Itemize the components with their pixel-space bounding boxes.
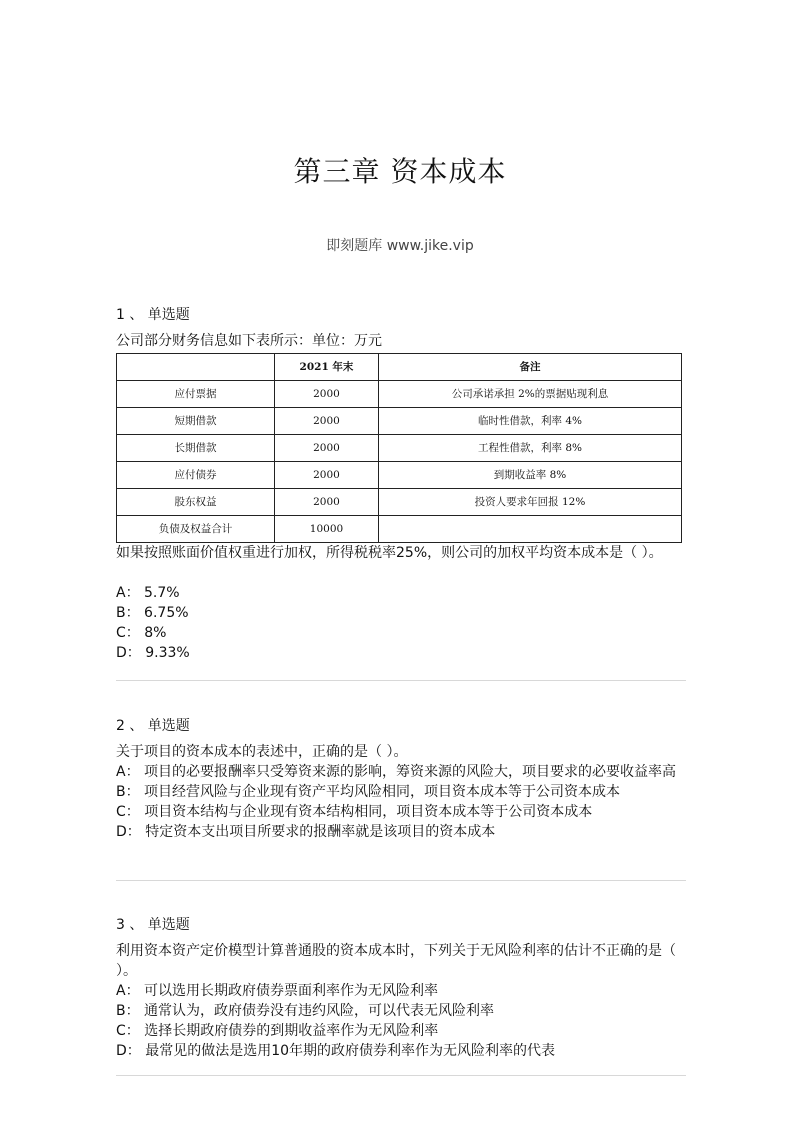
table-row (117, 435, 682, 462)
table-row (117, 408, 682, 435)
question-1-header: 1 、 单选题 (116, 307, 190, 323)
table-cell: 2000 (275, 489, 379, 516)
table-header-cell (117, 354, 275, 381)
table-cell: 股东权益 (117, 489, 275, 516)
table-cell: 工程性借款，利率 8% (379, 435, 682, 462)
divider (116, 680, 686, 681)
table-cell: 负债及权益合计 (117, 516, 275, 543)
option-d[interactable]: D： 特定资本支出项目所要求的报酬率就是该项目的资本成本 (116, 824, 496, 840)
divider (116, 1075, 686, 1076)
question-2-header: 2 、 单选题 (116, 718, 190, 734)
table-row (117, 462, 682, 489)
option-a[interactable]: A： 项目的必要报酬率只受筹资来源的影响，筹资来源的风险大，项目要求的必要收益率高 (116, 764, 677, 780)
option-b[interactable]: B： 通常认为，政府债券没有违约风险，可以代表无风险利率 (116, 1003, 495, 1019)
page-title: 第三章 资本成本 (293, 155, 507, 188)
table-header-cell: 2021 年末 (275, 354, 379, 381)
table-cell: 投资人要求年回报 12% (379, 489, 682, 516)
table-cell: 2000 (275, 408, 379, 435)
option-b[interactable]: B： 6.75% (116, 605, 189, 621)
question-3-header: 3 、 单选题 (116, 917, 190, 933)
table-cell: 应付债券 (117, 462, 275, 489)
table-cell: 到期收益率 8% (379, 462, 682, 489)
question-3 (116, 915, 688, 1061)
option-a[interactable]: A： 可以选用长期政府债券票面利率作为无风险利率 (116, 983, 439, 999)
table-cell: 公司承诺承担 2%的票据贴现利息 (379, 381, 682, 408)
table-cell: 2000 (275, 462, 379, 489)
option-d[interactable]: D： 9.33% (116, 645, 190, 661)
question-2 (116, 716, 688, 842)
table-row (117, 489, 682, 516)
option-c[interactable]: C： 8% (116, 625, 167, 641)
question-2-stem: 关于项目的资本成本的表述中，正确的是（ ）。 (116, 744, 408, 760)
option-b[interactable]: B： 项目经营风险与企业现有资产平均风险相同，项目资本成本等于公司资本成本 (116, 784, 621, 800)
table-cell: 2000 (275, 381, 379, 408)
divider (116, 880, 686, 881)
table-cell: 应付票据 (117, 381, 275, 408)
table-cell: 2000 (275, 435, 379, 462)
table-cell: 短期借款 (117, 408, 275, 435)
question-1-stem: 如果按照账面价值权重进行加权，所得税税率25%，则公司的加权平均资本成本是（ ）。 (116, 545, 663, 561)
subtitle: 即刻题库 www.jike.vip (326, 238, 474, 254)
table-row (117, 381, 682, 408)
question-1-intro: 公司部分财务信息如下表所示：单位：万元 (116, 333, 382, 349)
financial-table (116, 353, 682, 543)
table-cell (379, 516, 682, 543)
table-header-cell: 备注 (379, 354, 682, 381)
option-a[interactable]: A： 5.7% (116, 585, 180, 601)
table-header-row (117, 354, 682, 381)
option-d[interactable]: D： 最常见的做法是选用10年期的政府债券利率作为无风险利率的代表 (116, 1043, 556, 1059)
table-cell: 长期借款 (117, 435, 275, 462)
question-1 (116, 305, 688, 663)
table-row (117, 516, 682, 543)
option-c[interactable]: C： 选择长期政府债券的到期收益率作为无风险利率 (116, 1023, 439, 1039)
table-cell: 临时性借款，利率 4% (379, 408, 682, 435)
table-cell: 10000 (275, 516, 379, 543)
option-c[interactable]: C： 项目资本结构与企业现有资本结构相同，项目资本成本等于公司资本成本 (116, 804, 593, 820)
question-3-stem: 利用资本资产定价模型计算普通股的资本成本时，下列关于无风险利率的估计不正确的是（ ）。 (116, 943, 676, 979)
